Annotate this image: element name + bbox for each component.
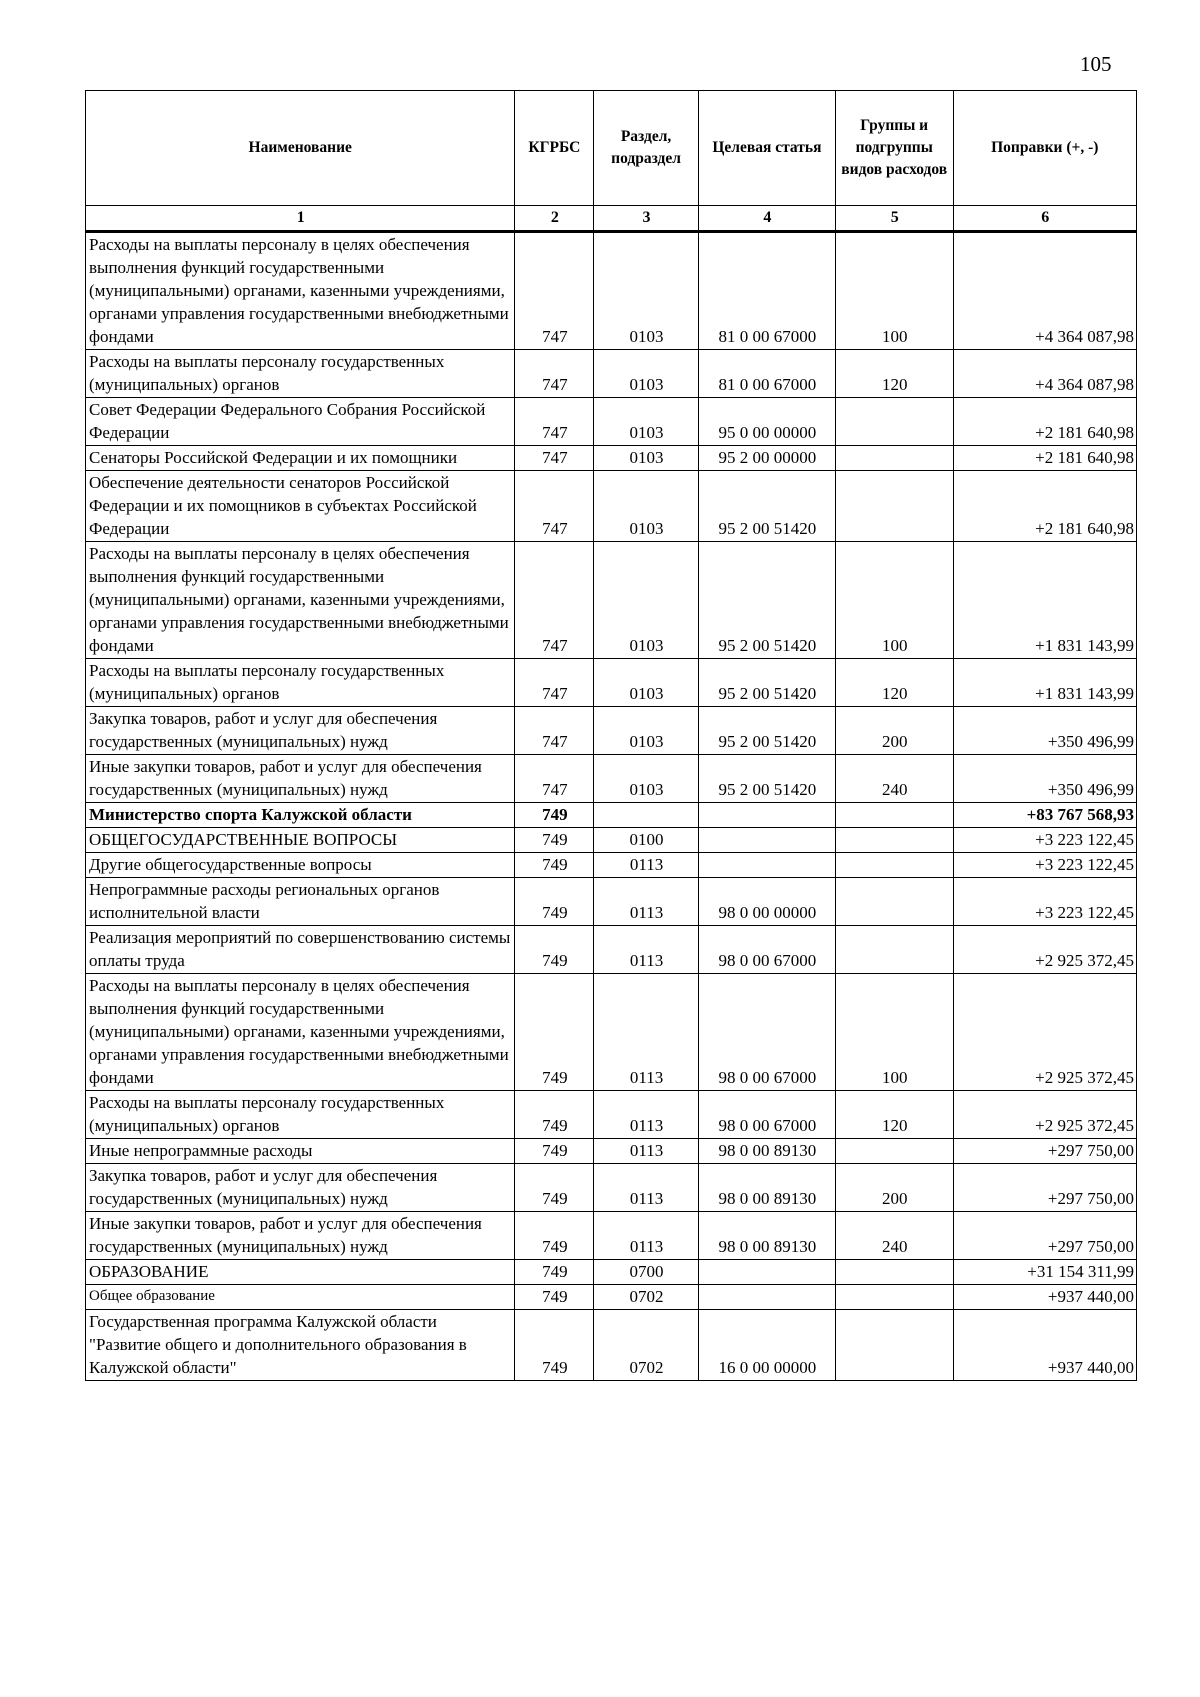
table-row	[86, 350, 1137, 398]
row-kgrbs: 749	[515, 1212, 594, 1260]
row-target: 95 0 00 00000	[698, 398, 835, 446]
table-row	[86, 471, 1137, 542]
row-target	[698, 853, 835, 878]
table-row	[86, 398, 1137, 446]
row-kgrbs: 749	[515, 1260, 594, 1285]
row-name: Совет Федерации Федерального Собрания Российской Федерации	[86, 398, 515, 446]
row-kgrbs: 749	[515, 1285, 594, 1310]
row-target: 98 0 00 67000	[698, 1091, 835, 1139]
header-amendments: Поправки (+, -)	[953, 91, 1136, 206]
row-name: Закупка товаров, работ и услуг для обеспечения государственных (муниципальных) нужд	[86, 707, 515, 755]
row-amount: +2 181 640,98	[953, 471, 1136, 542]
row-kgrbs: 747	[515, 232, 594, 350]
table-row	[86, 707, 1137, 755]
row-target: 95 2 00 51420	[698, 542, 835, 659]
table-row	[86, 542, 1137, 659]
header-section: Раздел, подраздел	[594, 91, 699, 206]
row-target: 98 0 00 67000	[698, 926, 835, 974]
row-target: 98 0 00 67000	[698, 974, 835, 1091]
table-row	[86, 1310, 1137, 1381]
row-amount: +350 496,99	[953, 755, 1136, 803]
row-name: Министерство спорта Калужской области	[86, 803, 515, 828]
row-section: 0103	[594, 542, 699, 659]
row-amount: +2 925 372,45	[953, 926, 1136, 974]
column-number: 5	[835, 206, 953, 232]
row-amount: +937 440,00	[953, 1285, 1136, 1310]
row-section: 0702	[594, 1310, 699, 1381]
row-kgrbs: 749	[515, 803, 594, 828]
row-group: 100	[835, 542, 953, 659]
table-row	[86, 926, 1137, 974]
row-group	[835, 446, 953, 471]
row-amount: +297 750,00	[953, 1212, 1136, 1260]
row-group	[835, 1139, 953, 1164]
row-kgrbs: 749	[515, 878, 594, 926]
row-target: 98 0 00 89130	[698, 1164, 835, 1212]
row-target: 95 2 00 00000	[698, 446, 835, 471]
row-name: Расходы на выплаты персоналу государственных (муниципальных) органов	[86, 1091, 515, 1139]
row-target: 98 0 00 00000	[698, 878, 835, 926]
row-kgrbs: 747	[515, 350, 594, 398]
row-kgrbs: 749	[515, 1164, 594, 1212]
row-section: 0103	[594, 232, 699, 350]
row-name: Государственная программа Калужской области "Развитие общего и дополнительного образования в Калужской области"	[86, 1310, 515, 1381]
row-name: ОБЩЕГОСУДАРСТВЕННЫЕ ВОПРОСЫ	[86, 828, 515, 853]
row-kgrbs: 747	[515, 398, 594, 446]
table-row	[86, 1285, 1137, 1310]
table-body	[86, 232, 1137, 1381]
row-name: Расходы на выплаты персоналу в целях обеспечения выполнения функций государственными (муниципальными) органами, казенными учреждениями, органами управления государственными внебюджетными фондами	[86, 974, 515, 1091]
row-kgrbs: 749	[515, 1091, 594, 1139]
table-row	[86, 803, 1137, 828]
row-name: Сенаторы Российской Федерации и их помощники	[86, 446, 515, 471]
row-amount: +350 496,99	[953, 707, 1136, 755]
column-number: 4	[698, 206, 835, 232]
row-section: 0113	[594, 878, 699, 926]
row-group	[835, 853, 953, 878]
row-section: 0100	[594, 828, 699, 853]
row-section: 0113	[594, 1091, 699, 1139]
table-row	[86, 1212, 1137, 1260]
column-number: 6	[953, 206, 1136, 232]
row-section: 0113	[594, 926, 699, 974]
table-row	[86, 1139, 1137, 1164]
row-section: 0103	[594, 398, 699, 446]
row-group: 120	[835, 1091, 953, 1139]
row-amount: +4 364 087,98	[953, 232, 1136, 350]
row-name: Общее образование	[86, 1285, 515, 1310]
row-target: 98 0 00 89130	[698, 1212, 835, 1260]
header-kgrbs: КГРБС	[515, 91, 594, 206]
row-group: 120	[835, 659, 953, 707]
row-target	[698, 1260, 835, 1285]
row-group: 240	[835, 1212, 953, 1260]
table-row	[86, 1164, 1137, 1212]
row-target	[698, 828, 835, 853]
row-group: 120	[835, 350, 953, 398]
row-name: Обеспечение деятельности сенаторов Российской Федерации и их помощников в субъектах Российской Федерации	[86, 471, 515, 542]
header-groups: Группы и подгруппы видов расходов	[835, 91, 953, 206]
row-name: Иные закупки товаров, работ и услуг для обеспечения государственных (муниципальных) нужд	[86, 1212, 515, 1260]
row-amount: +3 223 122,45	[953, 878, 1136, 926]
row-kgrbs: 749	[515, 853, 594, 878]
row-group: 100	[835, 974, 953, 1091]
row-name: Иные закупки товаров, работ и услуг для обеспечения государственных (муниципальных) нужд	[86, 755, 515, 803]
row-group	[835, 471, 953, 542]
row-amount: +83 767 568,93	[953, 803, 1136, 828]
row-kgrbs: 747	[515, 471, 594, 542]
row-target: 16 0 00 00000	[698, 1310, 835, 1381]
row-section: 0113	[594, 853, 699, 878]
row-target	[698, 1285, 835, 1310]
row-amount: +1 831 143,99	[953, 542, 1136, 659]
row-name: Непрограммные расходы региональных органов исполнительной власти	[86, 878, 515, 926]
row-target: 95 2 00 51420	[698, 755, 835, 803]
table-row	[86, 853, 1137, 878]
row-amount: +31 154 311,99	[953, 1260, 1136, 1285]
table-row	[86, 659, 1137, 707]
row-section: 0103	[594, 707, 699, 755]
row-amount: +2 181 640,98	[953, 398, 1136, 446]
row-section: 0103	[594, 659, 699, 707]
row-target: 95 2 00 51420	[698, 707, 835, 755]
column-number: 1	[86, 206, 515, 232]
table-row	[86, 232, 1137, 350]
row-section: 0113	[594, 1212, 699, 1260]
row-target: 95 2 00 51420	[698, 471, 835, 542]
row-name: Расходы на выплаты персоналу государственных (муниципальных) органов	[86, 659, 515, 707]
row-amount: +3 223 122,45	[953, 828, 1136, 853]
row-target: 81 0 00 67000	[698, 350, 835, 398]
row-kgrbs: 747	[515, 446, 594, 471]
row-section: 0113	[594, 1139, 699, 1164]
row-kgrbs: 749	[515, 1139, 594, 1164]
header-target: Целевая статья	[698, 91, 835, 206]
row-target: 81 0 00 67000	[698, 232, 835, 350]
row-kgrbs: 749	[515, 974, 594, 1091]
row-section: 0700	[594, 1260, 699, 1285]
row-group	[835, 828, 953, 853]
row-name: ОБРАЗОВАНИЕ	[86, 1260, 515, 1285]
row-group	[835, 1285, 953, 1310]
table-row	[86, 1091, 1137, 1139]
row-kgrbs: 747	[515, 542, 594, 659]
row-amount: +937 440,00	[953, 1310, 1136, 1381]
row-group: 100	[835, 232, 953, 350]
budget-table	[85, 90, 1137, 1381]
row-name: Другие общегосударственные вопросы	[86, 853, 515, 878]
row-name: Расходы на выплаты персоналу в целях обеспечения выполнения функций государственными (муниципальными) органами, казенными учреждениями, органами управления государственными внебюджетными фондами	[86, 232, 515, 350]
table-row	[86, 828, 1137, 853]
row-name: Закупка товаров, работ и услуг для обеспечения государственных (муниципальных) нужд	[86, 1164, 515, 1212]
row-kgrbs: 747	[515, 755, 594, 803]
row-kgrbs: 747	[515, 659, 594, 707]
row-section: 0103	[594, 755, 699, 803]
row-section: 0103	[594, 350, 699, 398]
page-number: 105	[1080, 52, 1112, 76]
row-name: Реализация мероприятий по совершенствованию системы оплаты труда	[86, 926, 515, 974]
table-row	[86, 755, 1137, 803]
row-group	[835, 1310, 953, 1381]
row-group: 240	[835, 755, 953, 803]
table-row	[86, 446, 1137, 471]
table-row	[86, 974, 1137, 1091]
row-amount: +297 750,00	[953, 1164, 1136, 1212]
row-group	[835, 926, 953, 974]
row-amount: +3 223 122,45	[953, 853, 1136, 878]
row-name: Расходы на выплаты персоналу государственных (муниципальных) органов	[86, 350, 515, 398]
row-amount: +2 181 640,98	[953, 446, 1136, 471]
row-section	[594, 803, 699, 828]
column-number: 2	[515, 206, 594, 232]
row-amount: +1 831 143,99	[953, 659, 1136, 707]
row-group	[835, 878, 953, 926]
row-target	[698, 803, 835, 828]
table-row	[86, 878, 1137, 926]
row-name: Расходы на выплаты персоналу в целях обеспечения выполнения функций государственными (муниципальными) органами, казенными учреждениями, органами управления государственными внебюджетными фондами	[86, 542, 515, 659]
row-group	[835, 398, 953, 446]
header-name: Наименование	[86, 91, 515, 206]
row-group: 200	[835, 1164, 953, 1212]
row-group: 200	[835, 707, 953, 755]
row-section: 0113	[594, 974, 699, 1091]
row-target: 98 0 00 89130	[698, 1139, 835, 1164]
row-amount: +4 364 087,98	[953, 350, 1136, 398]
row-section: 0113	[594, 1164, 699, 1212]
row-amount: +2 925 372,45	[953, 974, 1136, 1091]
row-section: 0103	[594, 471, 699, 542]
row-kgrbs: 749	[515, 828, 594, 853]
table-row	[86, 1260, 1137, 1285]
row-name: Иные непрограммные расходы	[86, 1139, 515, 1164]
row-kgrbs: 747	[515, 707, 594, 755]
row-section: 0103	[594, 446, 699, 471]
row-amount: +297 750,00	[953, 1139, 1136, 1164]
row-target: 95 2 00 51420	[698, 659, 835, 707]
row-group	[835, 803, 953, 828]
column-number-row	[86, 206, 1137, 232]
header-row	[86, 91, 1137, 206]
row-group	[835, 1260, 953, 1285]
row-kgrbs: 749	[515, 1310, 594, 1381]
row-kgrbs: 749	[515, 926, 594, 974]
row-section: 0702	[594, 1285, 699, 1310]
column-number: 3	[594, 206, 699, 232]
row-amount: +2 925 372,45	[953, 1091, 1136, 1139]
